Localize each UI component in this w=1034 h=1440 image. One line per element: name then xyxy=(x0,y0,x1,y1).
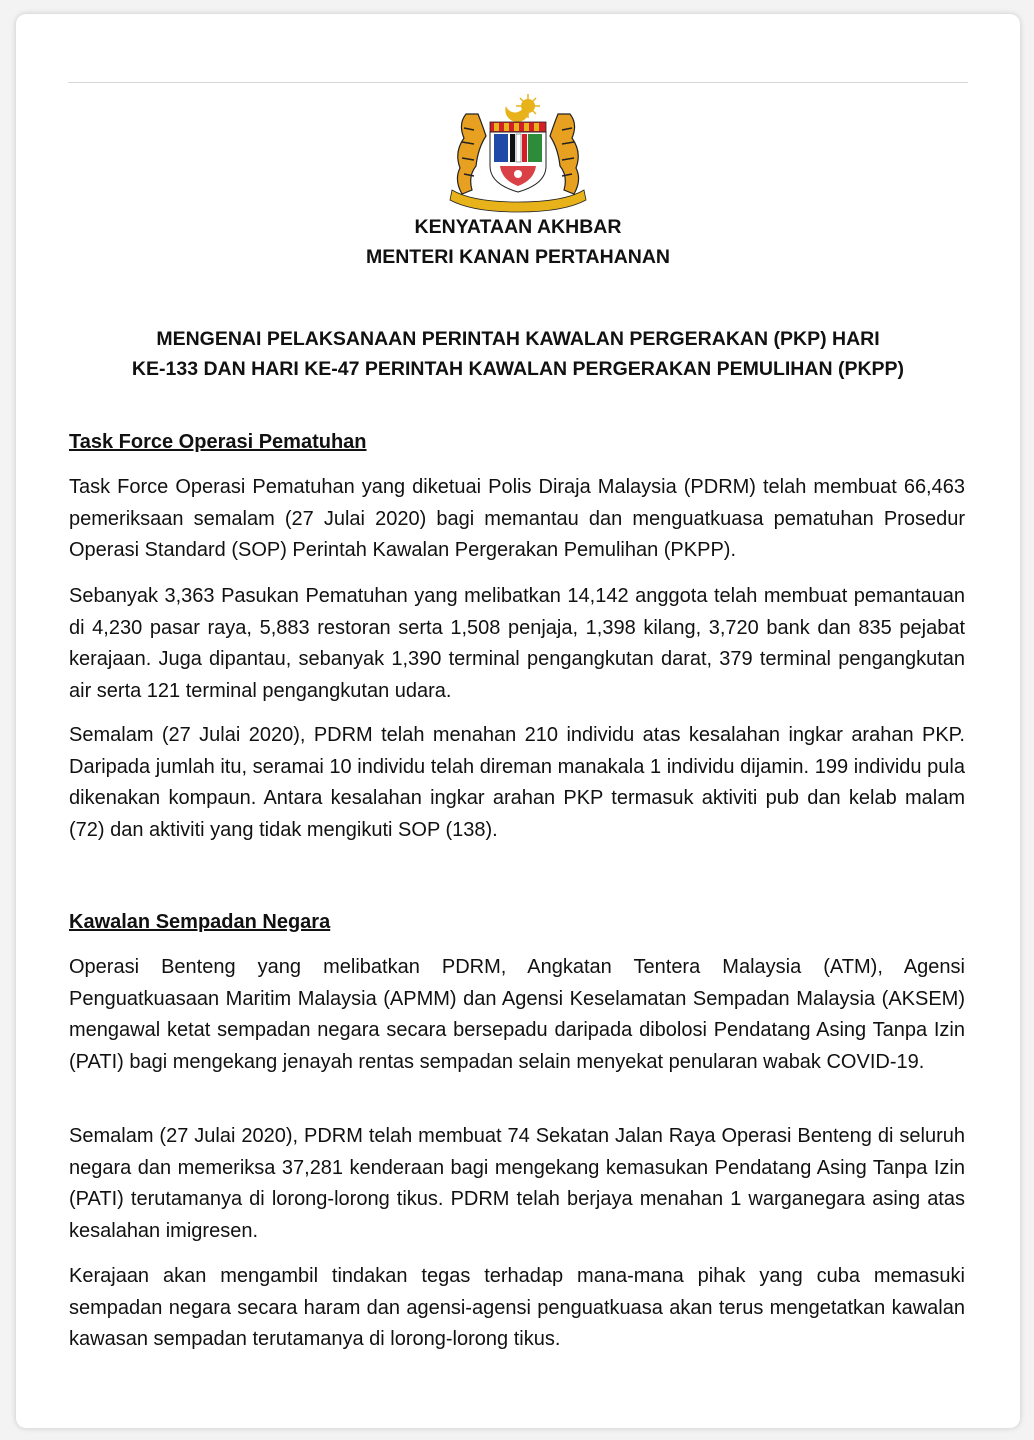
document-title-line-2: KE-133 DAN HARI KE-47 PERINTAH KAWALAN PERGERAKAN PEMULIHAN (PKPP) xyxy=(131,358,905,380)
document-page xyxy=(16,14,1020,1428)
press-header-line-1: KENYATAAN AKHBAR xyxy=(414,216,622,238)
paragraph: Task Force Operasi Pematuhan yang diketuai Polis Diraja Malaysia (PDRM) telah membuat 66,463 pemeriksaan semalam (27 Julai 2020) bagi memantau dan menguatkuasa pematuhan Prosedur Operasi Standard (SOP) Perintah Kawalan Pergerakan Pemulihan (PKPP). xyxy=(69,476,965,561)
malaysia-coat-of-arms-icon xyxy=(444,92,592,214)
press-header xyxy=(16,212,1020,272)
press-header-line-2: MENTERI KANAN PERTAHANAN xyxy=(365,246,671,268)
paragraph: Sebanyak 3,363 Pasukan Pematuhan yang melibatkan 14,142 anggota telah membuat pemantauan di 4,230 pasar raya, 5,883 restoran serta 1,508 penjaja, 1,398 kilang, 3,720 bank dan 835 pejabat kerajaan. Juga dipantau, sebanyak 1,390 terminal pengangkutan darat, 379 terminal pengangkutan air serta 121 terminal pengangkutan udara. xyxy=(69,585,965,702)
paragraph: Operasi Benteng yang melibatkan PDRM, Angkatan Tentera Malaysia (ATM), Agensi Penguatkuasaan Maritim Malaysia (APMM) dan Agensi Keselamatan Sempadan Malaysia (AKSEM) mengawal ketat sempadan negara secara bersepadu daripada dibolosi Pendatang Asing Tanpa Izin (PATI) bagi mengekang jenayah rentas sempadan selain menyekat penularan wabak COVID-19. xyxy=(69,956,965,1073)
section-title: Kawalan Sempadan Negara xyxy=(69,911,331,933)
paragraph: Semalam (27 Julai 2020), PDRM telah membuat 74 Sekatan Jalan Raya Operasi Benteng di seluruh negara dan memeriksa 37,281 kenderaan bagi mengekang kemasukan Pendatang Asing Tanpa Izin (PATI) terutamanya di lorong-lorong tikus. PDRM telah berjaya menahan 1 warganegara asing atas kesalahan imigresen. xyxy=(69,1125,965,1242)
paragraph: Kerajaan akan mengambil tindakan tegas terhadap mana-mana pihak yang cuba memasuki sempadan negara secara haram dan agensi-agensi penguatkuasa akan terus mengetatkan kawalan kawasan sempadan terutamanya di lorong-lorong tikus. xyxy=(69,1265,965,1350)
section-title: Task Force Operasi Pematuhan xyxy=(69,431,367,453)
paragraph: Semalam (27 Julai 2020), PDRM telah menahan 210 individu atas kesalahan ingkar arahan PKP. Daripada jumlah itu, seramai 10 individu telah direman manakala 1 individu dijamin. 199 individu pula dikenakan kompaun. Antara kesalahan ingkar arahan PKP termasuk aktiviti pub dan kelab malam (72) dan aktiviti yang tidak mengikuti SOP (138). xyxy=(69,724,965,841)
top-divider xyxy=(68,82,968,83)
document-title-line-1: MENGENAI PELAKSANAAN PERINTAH KAWALAN PERGERAKAN (PKP) HARI xyxy=(156,328,880,350)
document-title xyxy=(16,324,1020,384)
